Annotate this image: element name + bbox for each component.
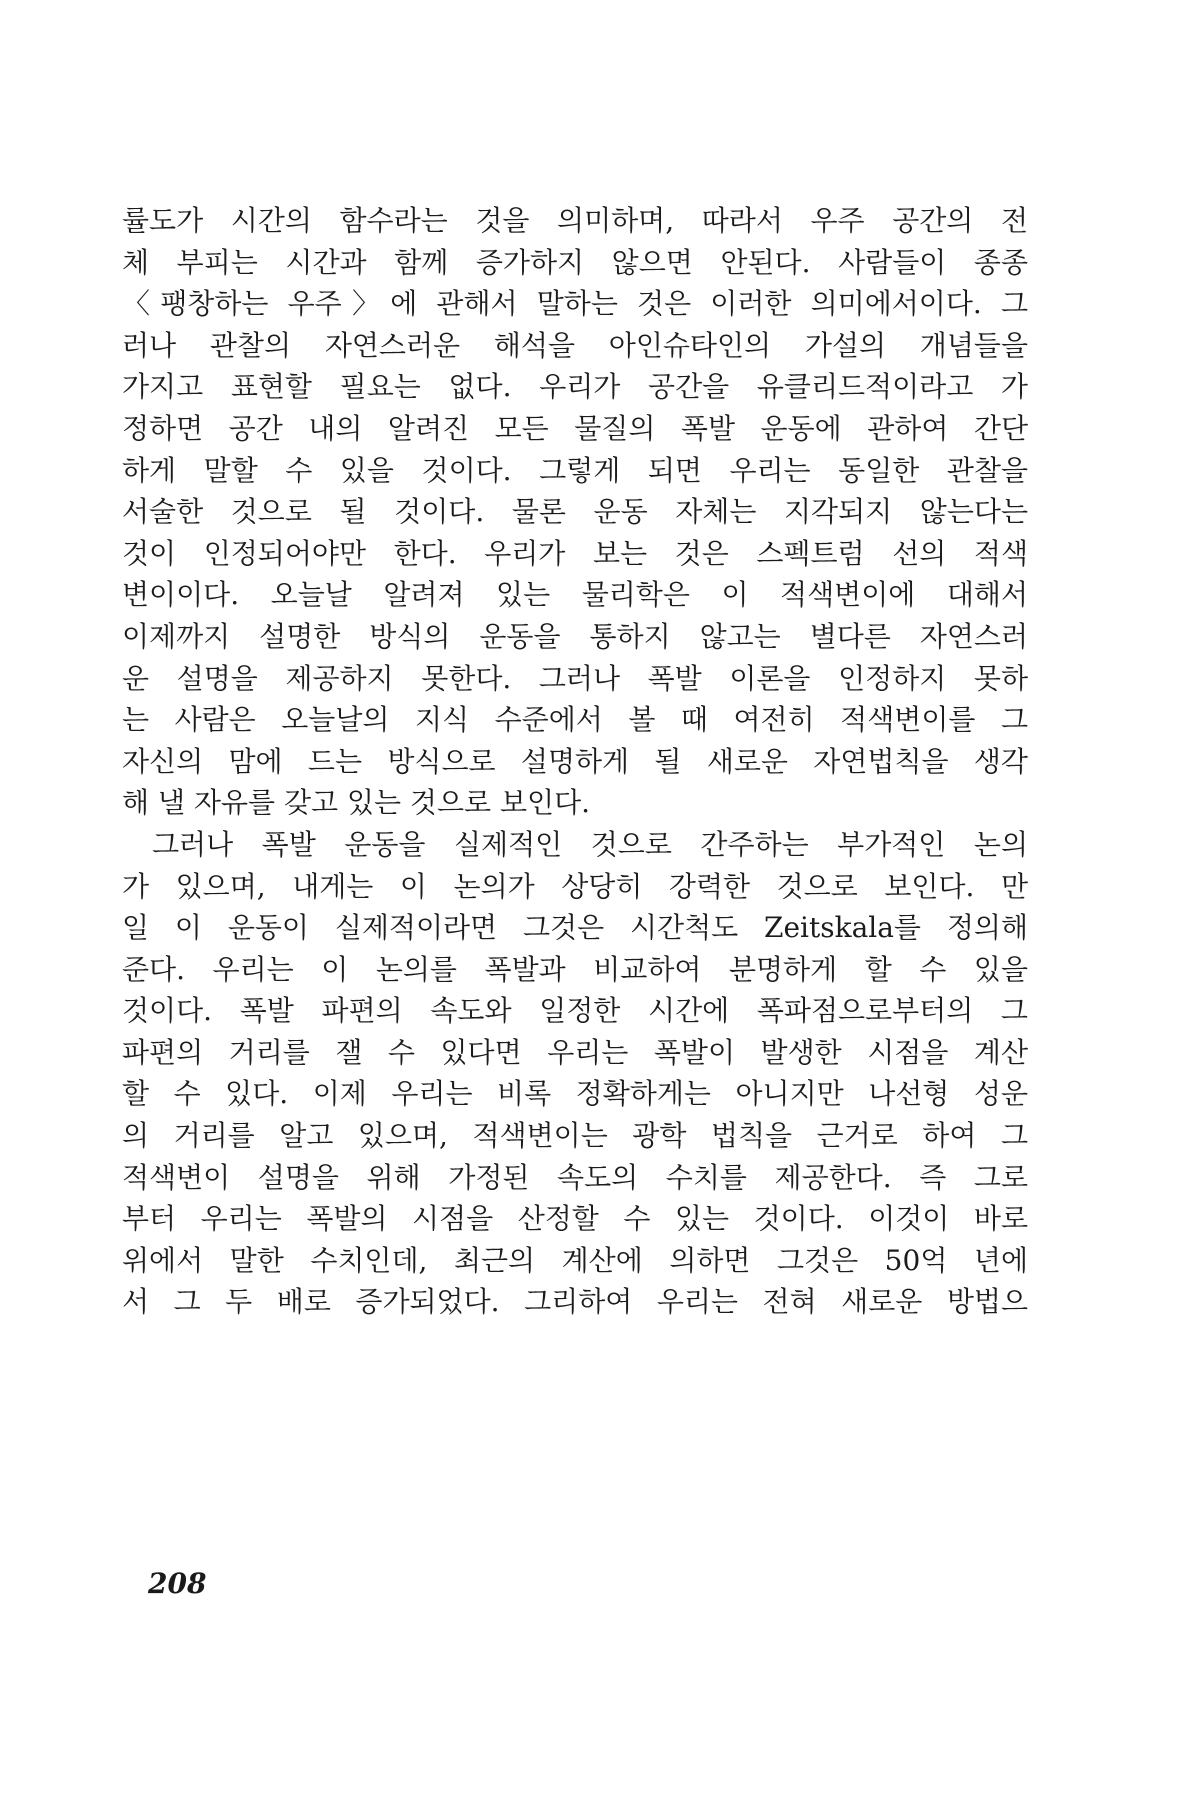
text-line: 할 수 있다. 이제 우리는 비록 정확하게는 아니지만 나선형 성운: [122, 1077, 1028, 1111]
text-line: 변이이다. 오늘날 알려져 있는 물리학은 이 적색변이에 대해서: [122, 578, 1028, 612]
text-line: 이제까지 설명한 방식의 운동을 통하지 않고는 별다른 자연스러: [122, 619, 1028, 653]
text-line: 해 낼 자유를 갖고 있는 것으로 보인다.: [122, 786, 591, 820]
text-line: 부터 우리는 폭발의 시점을 산정할 수 있는 것이다. 이것이 바로: [122, 1202, 1028, 1236]
text-line: 는 사람은 오늘날의 지식 수준에서 볼 때 여전히 적색변이를 그: [122, 703, 1028, 737]
page-body: [122, 200, 1028, 1323]
text-line: 일 이 운동이 실제적이라면 그것은 시간척도 Zeitskala를 정의해: [122, 911, 1028, 945]
text-line: 운 설명을 제공하지 못한다. 그러나 폭발 이론을 인정하지 못하: [122, 661, 1028, 695]
text-line: 서술한 것으로 될 것이다. 물론 운동 자체는 지각되지 않는다는: [122, 495, 1028, 529]
text-line: 서 그 두 배로 증가되었다. 그리하여 우리는 전혀 새로운 방법으: [122, 1285, 1028, 1319]
text-line: 가 있으며, 내게는 이 논의가 상당히 강력한 것으로 보인다. 만: [122, 869, 1028, 903]
text-line: 적색변이 설명을 위해 가정된 속도의 수치를 제공한다. 즉 그로: [122, 1160, 1028, 1194]
paragraph: [122, 200, 1028, 824]
text-line: 파편의 거리를 잴 수 있다면 우리는 폭발이 발생한 시점을 계산: [122, 1035, 1028, 1069]
text-line: 의 거리를 알고 있으며, 적색변이는 광학 법칙을 근거로 하여 그: [122, 1119, 1028, 1153]
text-line: 위에서 말한 수치인데, 최근의 계산에 의하면 그것은 50억 년에: [122, 1243, 1028, 1277]
text-line: 준다. 우리는 이 논의를 폭발과 비교하여 분명하게 할 수 있을: [122, 952, 1028, 986]
text-line: 체 부피는 시간과 함께 증가하지 않으면 안된다. 사람들이 종종: [122, 245, 1028, 279]
text-line: 률도가 시간의 함수라는 것을 의미하며, 따라서 우주 공간의 전: [122, 204, 1028, 237]
text-line: 것이다. 폭발 파편의 속도와 일정한 시간에 폭파점으로부터의 그: [122, 994, 1028, 1028]
text-line: 자신의 맘에 드는 방식으로 설명하게 될 새로운 자연법칙을 생각: [122, 744, 1028, 778]
text-line: 하게 말할 수 있을 것이다. 그렇게 되면 우리는 동일한 관찰을: [122, 453, 1028, 487]
page-number: 208: [148, 1567, 207, 1600]
text-line: 가지고 표현할 필요는 없다. 우리가 공간을 유클리드적이라고 가: [122, 370, 1028, 404]
text-line: 〈팽창하는 우주〉에 관해서 말하는 것은 이러한 의미에서이다. 그: [122, 287, 1028, 321]
text-line: 것이 인정되어야만 한다. 우리가 보는 것은 스펙트럼 선의 적색: [122, 536, 1028, 570]
paragraph: [122, 824, 1028, 1323]
text-line: 러나 관찰의 자연스러운 해석을 아인슈타인의 가설의 개념들을: [122, 328, 1028, 362]
text-line: 그러나 폭발 운동을 실제적인 것으로 간주하는 부가적인 논의: [152, 827, 1028, 861]
text-line: 정하면 공간 내의 알려진 모든 물질의 폭발 운동에 관하여 간단: [122, 411, 1028, 445]
